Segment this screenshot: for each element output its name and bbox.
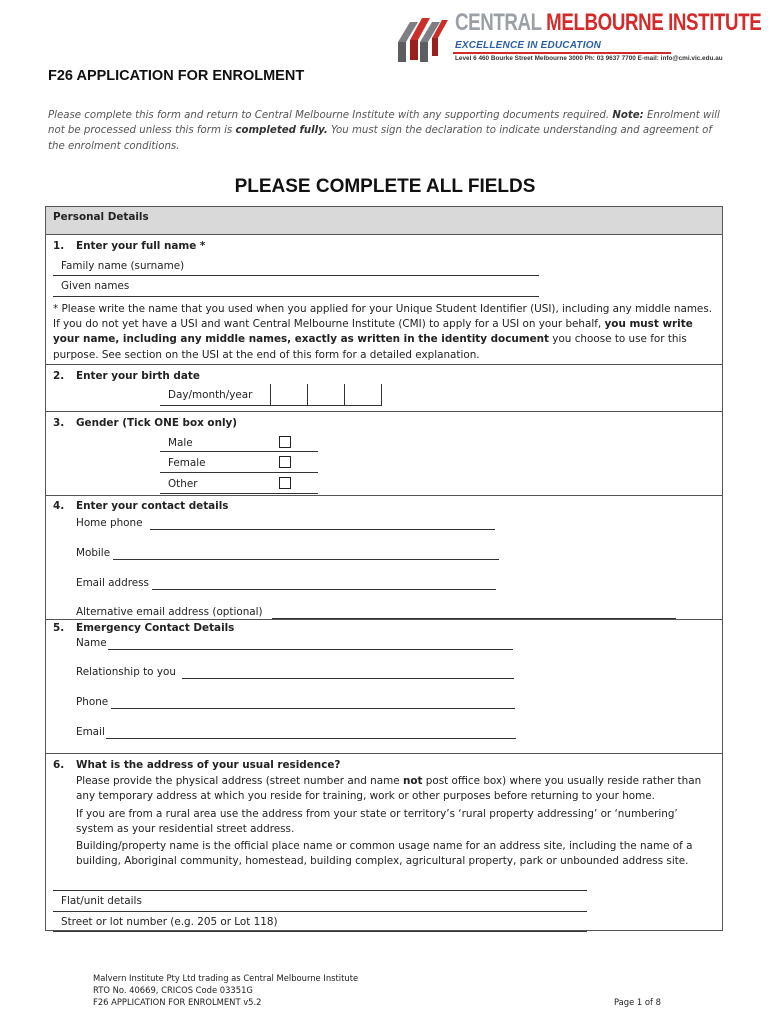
personal-details-header: Personal Details <box>53 211 149 223</box>
q2-label: Enter your birth date <box>76 370 200 382</box>
flat-unit-field[interactable] <box>53 911 587 912</box>
address-instructions: Please provide the physical address (street number and name not post office box) where you usually reside rather than any temporary address at which you reside for training, work or other purposes before returning to your home. <box>76 775 702 803</box>
gender-option-female: Female <box>168 457 206 469</box>
gender-option-other: Other <box>168 478 198 490</box>
building-name-note: Building/property name is the official place name or common usage name for an address site, including the name of a building, Aboriginal community, homestead, building complex, agricultural property, park or unbounded address site. <box>76 840 693 868</box>
mobile-label: Mobile <box>76 547 111 559</box>
given-names-field[interactable] <box>53 296 539 297</box>
birth-date-field[interactable] <box>160 405 382 406</box>
emergency-name-label: Name <box>76 637 107 649</box>
family-name-field[interactable] <box>53 275 539 276</box>
brand-contact: Level 6 460 Bourke Street Melbourne 3000 Ph: 03 9637 7700 E-mail: info@cmi.vic.edu.au <box>455 55 723 62</box>
date-box-divider <box>307 384 308 406</box>
emergency-phone-label: Phone <box>76 696 109 708</box>
home-phone-label: Home phone <box>76 517 143 529</box>
option-underline <box>160 493 318 494</box>
emergency-email-label: Email <box>76 726 105 738</box>
option-underline <box>160 472 318 473</box>
alt-email-label: Alternative email address (optional) <box>76 606 263 618</box>
q3-label: Gender (Tick ONE box only) <box>76 417 238 429</box>
date-box-divider <box>381 384 382 406</box>
family-name-label: Family name (surname) <box>61 260 185 272</box>
brand-divider <box>453 52 671 54</box>
usi-name-note: * Please write the name that you used when you applied for your Unique Student Identifier (USI), including any middle names. If you do not yet have a USI and want Central Melbourne Institute (CMI) to apply for a USI on your behalf, you must write your name, including any middle names, exactly as written in the identity document you choose to use for this purpose. See section on the USI at the end of this form for a detailed explanation. <box>53 303 713 361</box>
intro-text: Please complete this form and return to Central Melbourne Institute with any supporting documents required. Note: Enrolment will not be processed unless this form is completed fully. You must sign the declaration to indicate understanding and agreement of the enrolment conditions. <box>48 110 720 152</box>
home-phone-field[interactable] <box>150 529 495 530</box>
q3-number: 3. <box>53 417 65 429</box>
birth-date-label: Day/month/year <box>168 389 253 401</box>
option-underline <box>160 451 318 452</box>
q5-number: 5. <box>53 622 65 634</box>
male-checkbox[interactable] <box>279 436 291 448</box>
q4-label: Enter your contact details <box>76 500 229 512</box>
footer-rto: RTO No. 40669, CRICOS Code 03351G <box>93 985 253 995</box>
given-names-label: Given names <box>61 280 130 292</box>
footer-form-version: F26 APPLICATION FOR ENROLMENT v5.2 <box>93 997 262 1007</box>
brand-name: CENTRAL MELBOURNE INSTITUTE <box>455 9 762 36</box>
q1-label: Enter your full name * <box>76 240 206 252</box>
relationship-label: Relationship to you <box>76 666 176 678</box>
street-number-label: Street or lot number (e.g. 205 or Lot 118) <box>61 916 278 928</box>
street-number-field[interactable] <box>53 931 587 932</box>
female-checkbox[interactable] <box>279 456 291 468</box>
address-line-field[interactable] <box>53 890 587 891</box>
brand-tagline: EXCELLENCE IN EDUCATION <box>455 40 602 51</box>
emergency-email-field[interactable] <box>106 738 516 739</box>
date-box-divider <box>344 384 345 406</box>
divider <box>46 753 722 754</box>
email-label: Email address <box>76 577 149 589</box>
q2-number: 2. <box>53 370 65 382</box>
mobile-field[interactable] <box>113 559 499 560</box>
rural-address-note: If you are from a rural area use the address from your state or territory’s ‘rural property addressing’ or ‘numbering’ system as your residential street address. <box>76 808 678 836</box>
q5-label: Emergency Contact Details <box>76 622 235 634</box>
relationship-field[interactable] <box>182 678 514 679</box>
divider <box>46 495 722 496</box>
q6-label: What is the address of your usual residence? <box>76 759 341 771</box>
date-box-divider <box>270 384 271 406</box>
flat-unit-label: Flat/unit details <box>61 895 142 907</box>
q6-number: 6. <box>53 759 65 771</box>
divider <box>46 411 722 412</box>
form-title: F26 APPLICATION FOR ENROLMENT <box>48 68 305 84</box>
email-field[interactable] <box>152 589 496 590</box>
page-number: Page 1 of 8 <box>614 997 661 1007</box>
q4-number: 4. <box>53 500 65 512</box>
divider <box>46 619 722 620</box>
institute-logo-icon <box>396 12 450 64</box>
emergency-name-field[interactable] <box>108 649 513 650</box>
q1-number: 1. <box>53 240 65 252</box>
other-checkbox[interactable] <box>279 477 291 489</box>
footer-company: Malvern Institute Pty Ltd trading as Central Melbourne Institute <box>93 973 359 983</box>
gender-option-male: Male <box>168 437 193 449</box>
main-heading: PLEASE COMPLETE ALL FIELDS <box>234 176 536 197</box>
divider <box>46 364 722 365</box>
emergency-phone-field[interactable] <box>111 708 515 709</box>
